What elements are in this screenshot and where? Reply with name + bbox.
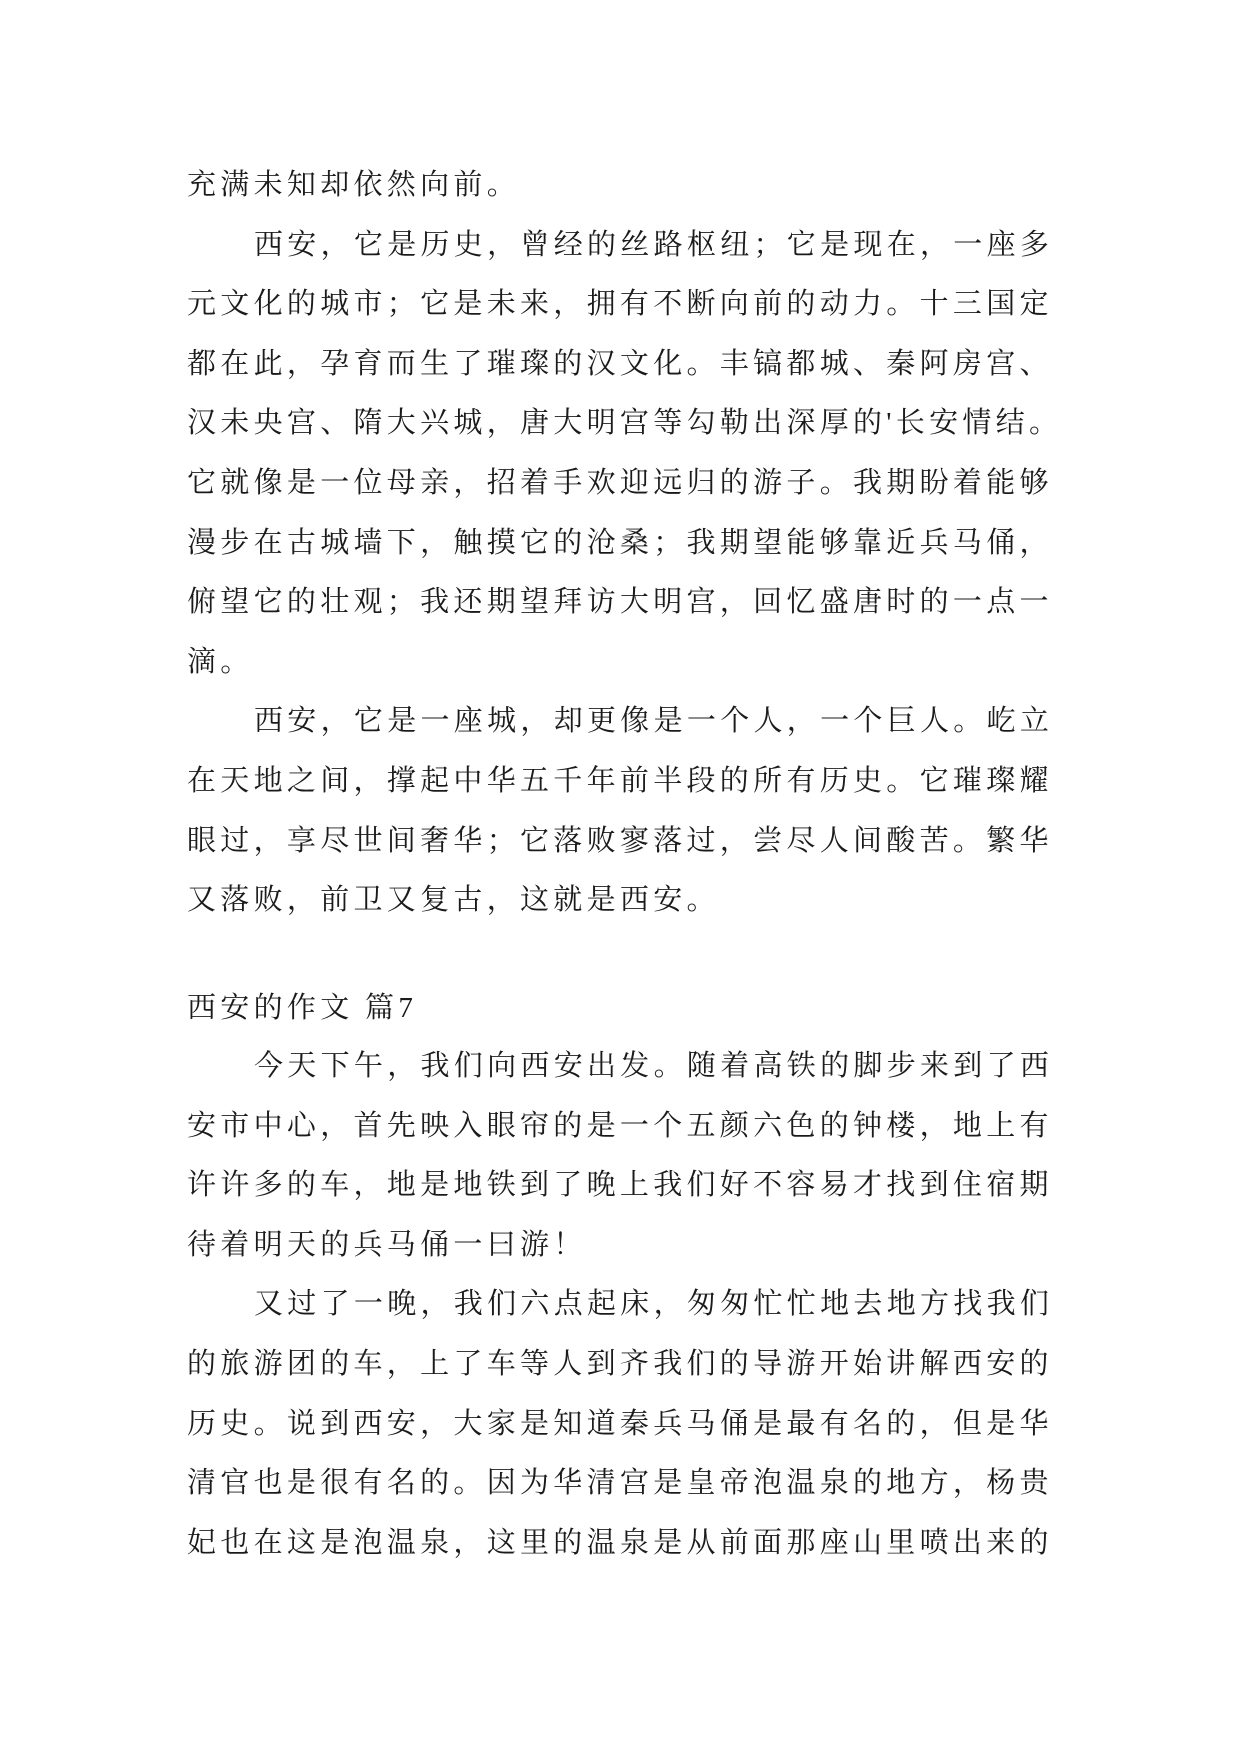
text-line: 西安，它是历史，曾经的丝路枢纽；它是现在，一座多: [254, 228, 1054, 261]
paragraph: [187, 216, 1087, 693]
section-heading: 西安的作文 篇7: [187, 992, 418, 1024]
paragraph: [187, 156, 1087, 216]
text-line: 在天地之间，撑起中华五千年前半段的所有历史。它璀璨耀: [187, 764, 1053, 797]
text-line: 它就像是一位母亲，招着手欢迎远归的游子。我期盼着能够: [187, 466, 1053, 499]
paragraph: [187, 1037, 1087, 1275]
text-line: 历史。说到西安，大家是知道秦兵马俑是最有名的，但是华: [187, 1407, 1053, 1440]
text-line: 都在此，孕育而生了璀璨的汉文化。丰镐都城、秦阿房宫、: [187, 347, 1053, 380]
text-section: [187, 1037, 1087, 1573]
text-line: 今天下午，我们向西安出发。随着高铁的脚步来到了西: [254, 1050, 1054, 1082]
paragraph: [187, 1275, 1087, 1573]
text-line: 的旅游团的车，上了车等人到齐我们的导游开始讲解西安的: [187, 1347, 1053, 1380]
text-line: 清官也是很有名的。因为华清宫是皇帝泡温泉的地方，杨贵: [187, 1467, 1053, 1500]
text-line: 元文化的城市；它是未来，拥有不断向前的动力。十三国定: [187, 288, 1053, 321]
section-heading-wrap: [187, 979, 1087, 1039]
text-line: 西安，它是一座城，却更像是一个人，一个巨人。屹立: [254, 705, 1054, 738]
text-line: 许许多的车，地是地铁到了晚上我们好不容易才找到住宿期: [187, 1169, 1053, 1202]
paragraph: [187, 692, 1087, 930]
text-line: 滴。: [187, 645, 254, 678]
text-line: 漫步在古城墙下，触摸它的沧桑；我期望能够靠近兵马俑，: [187, 526, 1053, 559]
text-line: 安市中心，首先映入眼帘的是一个五颜六色的钟楼，地上有: [187, 1109, 1053, 1142]
text-section: [187, 156, 1087, 931]
text-line: 俯望它的壮观；我还期望拜访大明宫，回忆盛唐时的一点一: [187, 586, 1053, 619]
text-line: 眼过，享尽世间奢华；它落败寥落过，尝尽人间酸苦。繁华: [187, 824, 1053, 857]
text-line: 妃也在这是泡温泉，这里的温泉是从前面那座山里喷出来的: [187, 1526, 1053, 1559]
text-line: 又落败，前卫又复古，这就是西安。: [187, 884, 720, 917]
text-line: 又过了一晚，我们六点起床，匆匆忙忙地去地方找我们: [254, 1288, 1054, 1321]
text-line: 待着明天的兵马俑一曰游！: [187, 1228, 587, 1261]
text-line: 汉未央宫、隋大兴城，唐大明宫等勾勒出深厚的'长安情结。: [187, 407, 1063, 440]
text-line: 充满未知却依然向前。: [187, 169, 521, 201]
